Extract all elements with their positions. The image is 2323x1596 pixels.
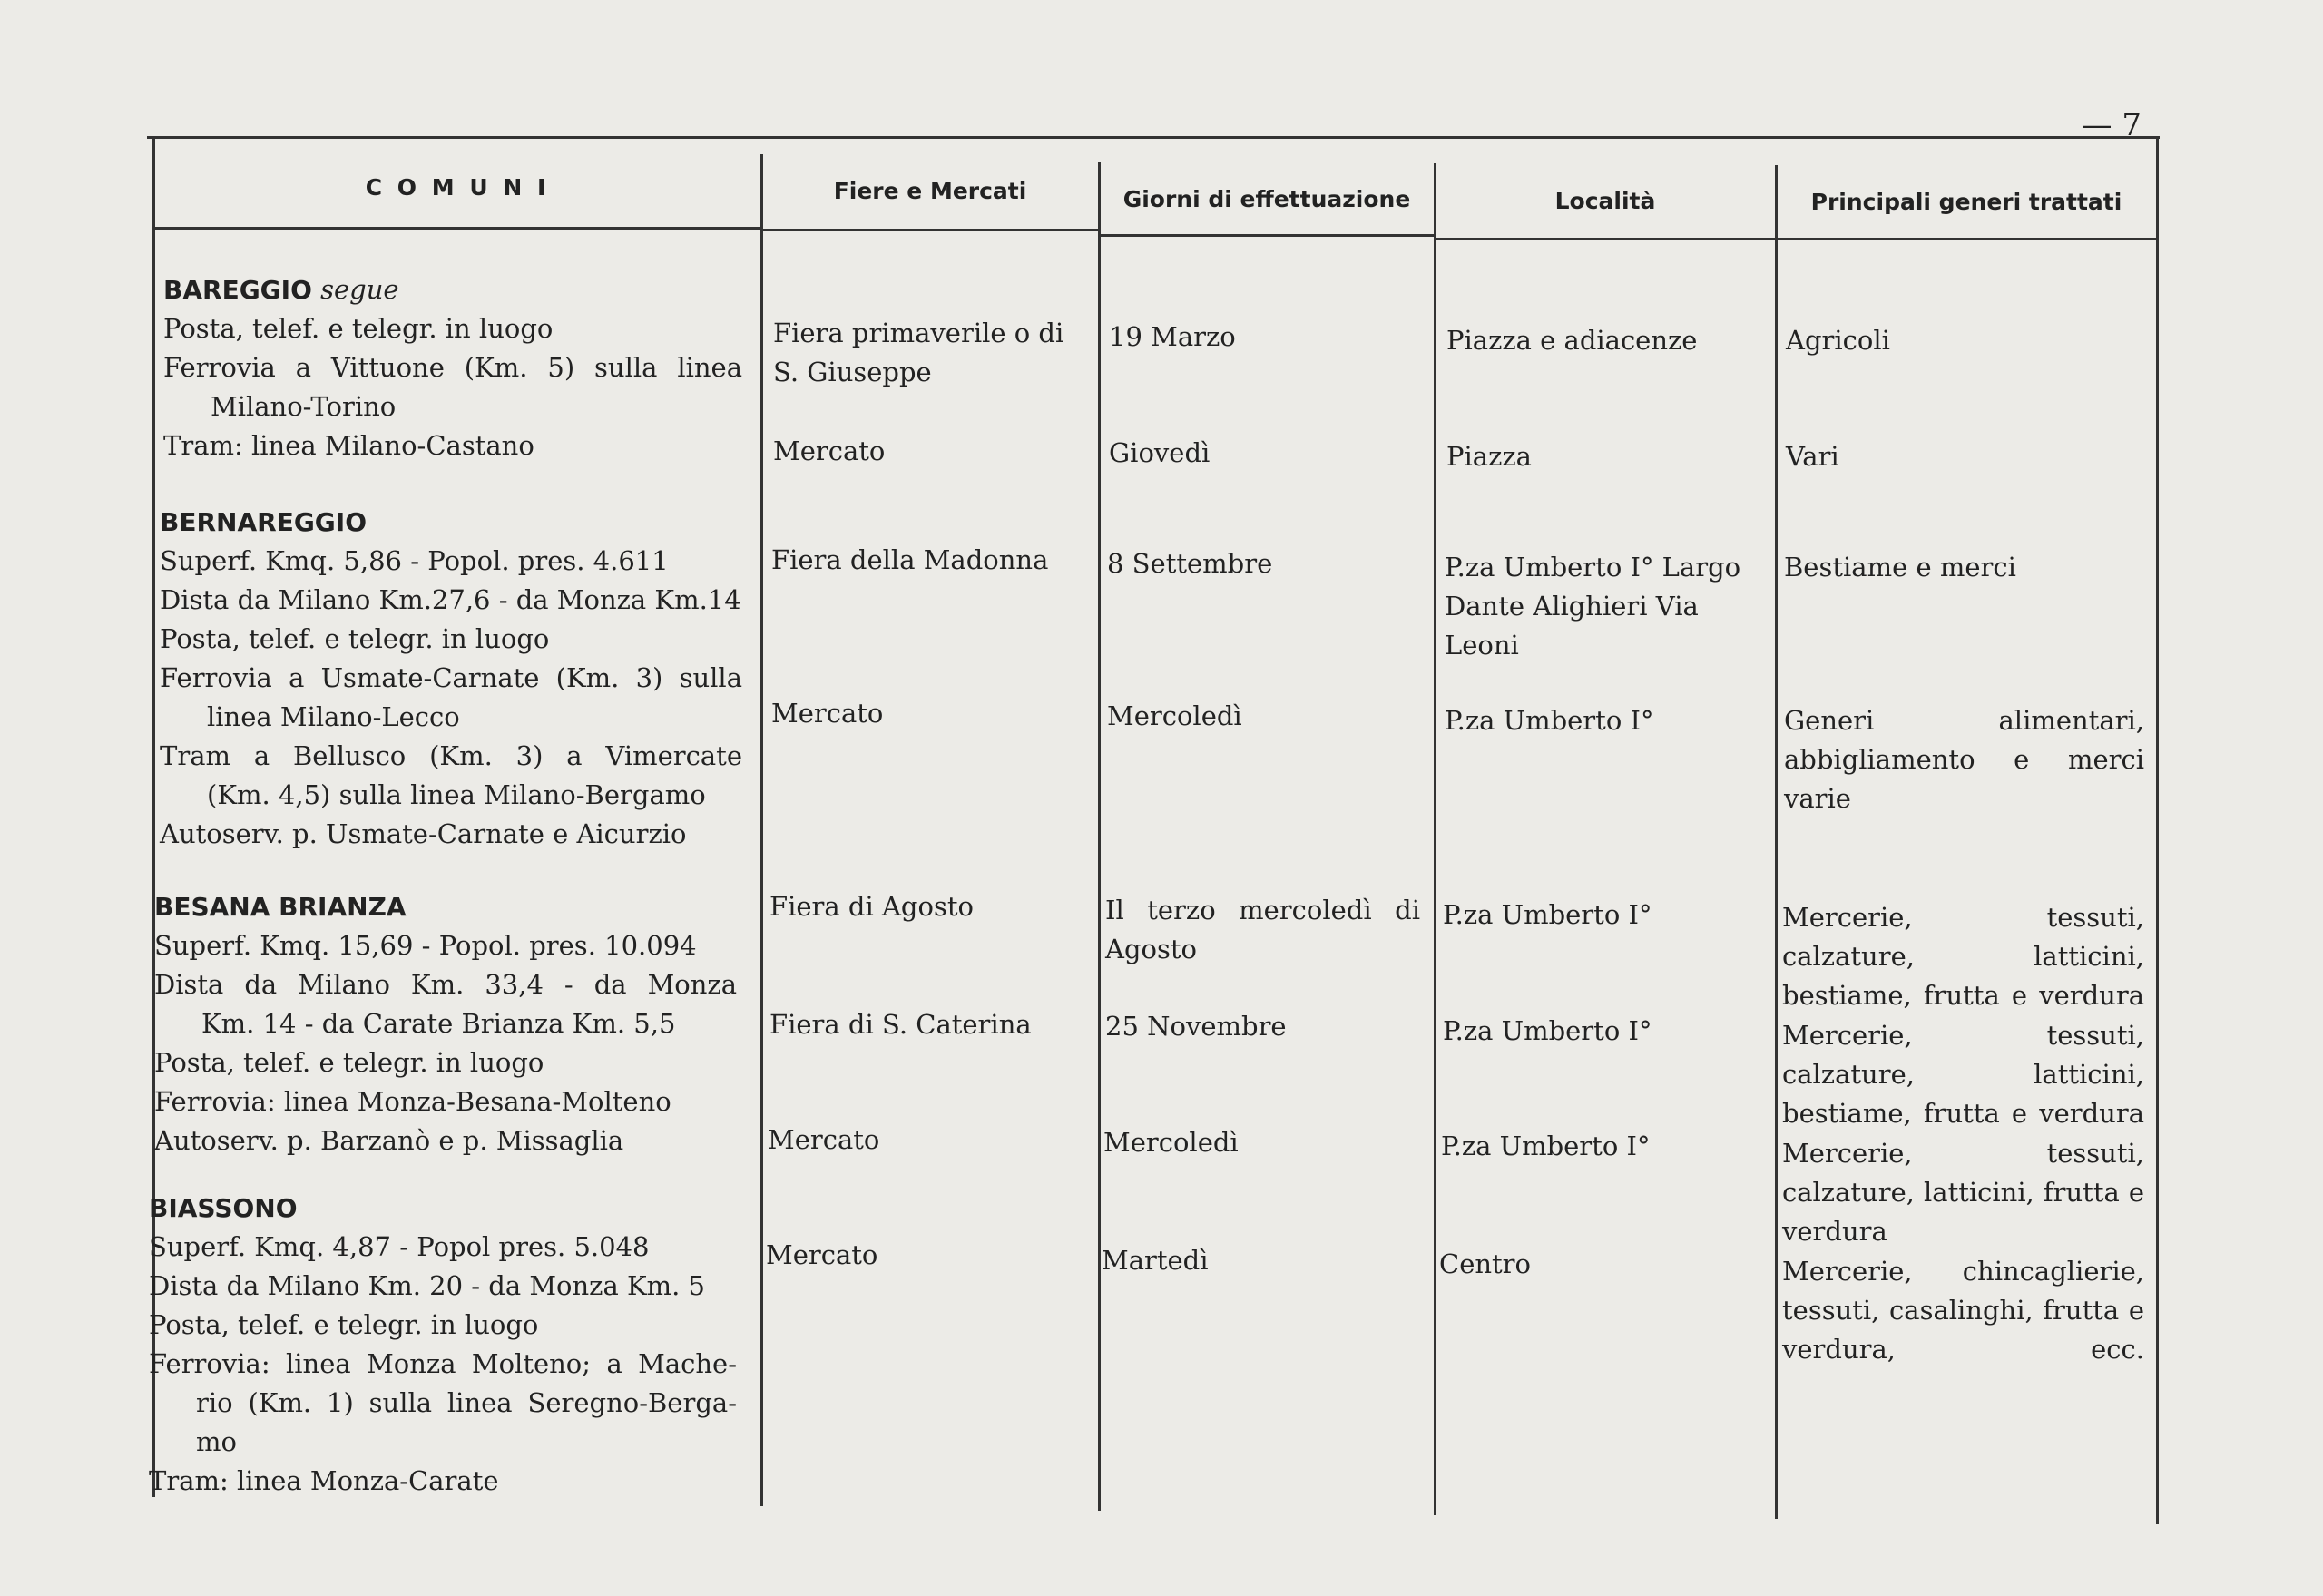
fiera-cell: Mercato bbox=[771, 698, 884, 729]
generi-cell: Mercerie, chincaglierie, tessuti, casalinghi, frutta e verdura, ecc. bbox=[1782, 1256, 2144, 1365]
comune-line: Tram a Bellusco (Km. 3) a Vimercate bbox=[160, 740, 742, 771]
localita-cell: P.za Umberto I° bbox=[1443, 899, 1652, 930]
generi-cell: Mercerie, tessuti, calzature, latticini, bestiame, frutta e verdura bbox=[1782, 1020, 2144, 1129]
column-divider-4 bbox=[1775, 165, 1778, 1519]
comune-line: Superf. Kmq. 5,86 - Popol. pres. 4.611 bbox=[160, 545, 669, 576]
comune-line: linea Milano-Lecco bbox=[207, 701, 460, 732]
comune-biassono bbox=[149, 1189, 737, 1501]
comune-line: Superf. Kmq. 15,69 - Popol. pres. 10.094 bbox=[154, 930, 697, 961]
giorno-cell: Il terzo mercoledì di Agosto bbox=[1105, 895, 1420, 964]
localita-cell: Piazza e adiacenze bbox=[1446, 325, 1698, 356]
comune-line: (Km. 4,5) sulla linea Milano-Bergamo bbox=[207, 779, 706, 810]
header-giorni: Giorni di effettuazione bbox=[1122, 186, 1411, 212]
table-right-border bbox=[2156, 136, 2159, 1524]
generi-cell: Mercerie, tessuti, calzature, latticini, frutta e verdura bbox=[1782, 1138, 2144, 1247]
comune-line: Dista da Milano Km. 33,4 - da Monza bbox=[154, 969, 737, 1000]
giorno-cell: Martedì bbox=[1102, 1245, 1209, 1276]
localita-cell: Piazza bbox=[1446, 441, 1532, 472]
comune-line: Dista da Milano Km.27,6 - da Monza Km.14 bbox=[160, 584, 741, 615]
comune-line: Posta, telef. e telegr. in luogo bbox=[160, 623, 550, 654]
column-divider-2 bbox=[1098, 162, 1101, 1511]
comune-bernareggio bbox=[160, 503, 742, 854]
comune-name: BERNAREGGIO bbox=[160, 507, 368, 537]
fiera-cell: Fiera di Agosto bbox=[769, 891, 974, 922]
comune-line: Tram: linea Monza-Carate bbox=[149, 1465, 499, 1496]
header-comuni: C O M U N I bbox=[365, 174, 550, 201]
fiera-cell: Mercato bbox=[766, 1239, 878, 1270]
comune-line: Autoserv. p. Usmate-Carnate e Aicurzio bbox=[160, 818, 687, 849]
giorno-cell: 25 Novembre bbox=[1105, 1011, 1287, 1042]
fiera-cell: Mercato bbox=[768, 1124, 880, 1155]
localita-cell: Centro bbox=[1439, 1248, 1532, 1279]
comune-line: Posta, telef. e telegr. in luogo bbox=[163, 313, 554, 344]
comune-name: BAREGGIO bbox=[163, 275, 312, 305]
generi-cell: Generi alimentari, abbigliamento e merci varie bbox=[1784, 705, 2144, 814]
giorno-cell: 8 Settembre bbox=[1107, 548, 1273, 579]
comune-line: Superf. Kmq. 4,87 - Popol pres. 5.048 bbox=[149, 1231, 650, 1262]
header-localita: Località bbox=[1554, 188, 1656, 214]
giorno-cell: Giovedì bbox=[1109, 437, 1211, 468]
comune-name: BIASSONO bbox=[149, 1193, 298, 1223]
localita-cell: P.za Umberto I° bbox=[1443, 1015, 1652, 1046]
page-number: — 7 bbox=[2081, 107, 2142, 143]
header-generi: Principali generi trattati bbox=[1810, 189, 2122, 215]
header-rule-3 bbox=[1100, 234, 1434, 237]
header-rule-1 bbox=[154, 227, 760, 230]
header-rule-5 bbox=[1777, 238, 2156, 240]
fiera-cell: Mercato bbox=[773, 436, 886, 466]
comune-line: Ferrovia: linea Monza-Besana-Molteno bbox=[154, 1086, 671, 1117]
table-top-rule bbox=[147, 136, 2160, 139]
fiera-cell: Fiera della Madonna bbox=[771, 544, 1049, 575]
localita-cell: P.za Umberto I° bbox=[1441, 1131, 1651, 1161]
header-rule-2 bbox=[762, 229, 1098, 231]
generi-cell: Agricoli bbox=[1786, 325, 1890, 356]
header-rule-4 bbox=[1436, 238, 1775, 240]
comune-line: Ferrovia: linea Monza Molteno; a Mache- bbox=[149, 1348, 737, 1379]
generi-cell: Mercerie, tessuti, calzature, latticini, bestiame, frutta e verdura bbox=[1782, 902, 2144, 1011]
generi-cell: Vari bbox=[1786, 441, 1839, 472]
comune-line: Ferrovia a Usmate-Carnate (Km. 3) sulla bbox=[160, 662, 742, 693]
comune-line: mo bbox=[196, 1426, 237, 1457]
giorno-cell: Mercoledì bbox=[1103, 1127, 1239, 1158]
comune-line: Posta, telef. e telegr. in luogo bbox=[154, 1047, 544, 1078]
fiera-cell: Fiera di S. Caterina bbox=[769, 1009, 1032, 1040]
comune-line: Milano-Torino bbox=[211, 391, 397, 422]
comune-name: BESANA BRIANZA bbox=[154, 892, 407, 922]
header-fiere: Fiere e Mercati bbox=[833, 178, 1027, 204]
comune-suffix: segue bbox=[320, 274, 399, 305]
localita-cell: P.za Umberto I° bbox=[1445, 705, 1654, 736]
comune-line: Ferrovia a Vittuone (Km. 5) sulla linea bbox=[163, 352, 742, 383]
comune-bareggio bbox=[163, 270, 742, 465]
giorno-cell: 19 Marzo bbox=[1109, 321, 1236, 352]
comune-line: rio (Km. 1) sulla linea Seregno-Berga- bbox=[196, 1387, 737, 1418]
comune-besana-brianza bbox=[154, 887, 737, 1160]
column-divider-3 bbox=[1434, 163, 1436, 1515]
generi-cell: Bestiame e merci bbox=[1784, 552, 2016, 583]
comune-line: Tram: linea Milano-Castano bbox=[163, 430, 534, 461]
comune-line: Dista da Milano Km. 20 - da Monza Km. 5 bbox=[149, 1270, 706, 1301]
comune-line: Autoserv. p. Barzanò e p. Missaglia bbox=[154, 1125, 624, 1156]
column-divider-1 bbox=[760, 154, 763, 1506]
comune-line: Posta, telef. e telegr. in luogo bbox=[149, 1309, 539, 1340]
fiera-cell: Fiera primaverile o di S. Giuseppe bbox=[773, 318, 1064, 387]
localita-cell: P.za Umberto I° Largo Dante Alighieri Via Leoni bbox=[1445, 552, 1741, 661]
giorno-cell: Mercoledì bbox=[1107, 700, 1242, 731]
comune-line: Km. 14 - da Carate Brianza Km. 5,5 bbox=[201, 1008, 676, 1039]
